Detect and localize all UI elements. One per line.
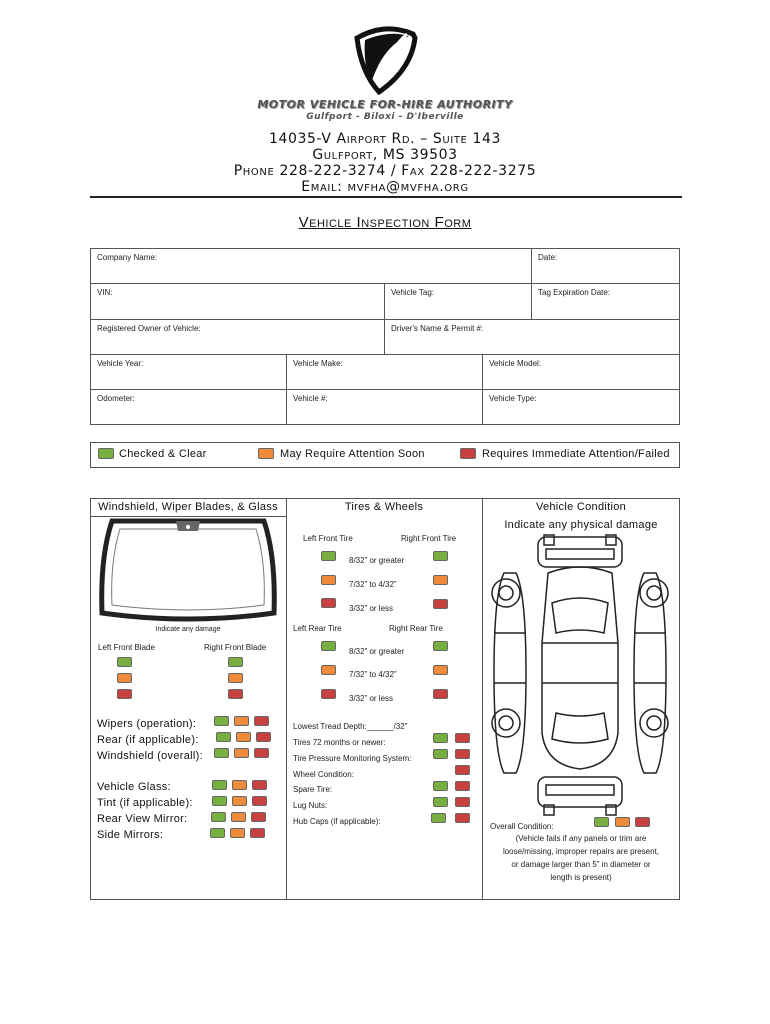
right-blade-green-checkbox[interactable] [228,657,243,667]
tread-label: 3/32” or less [349,604,394,613]
spare-red-checkbox[interactable] [455,781,470,791]
windshield-orange-checkbox[interactable] [234,748,249,758]
side-mirrors-red-checkbox[interactable] [250,828,265,838]
left-blade-orange-checkbox[interactable] [117,673,132,683]
lr-tread-orange-checkbox[interactable] [321,665,336,675]
right-blade-orange-checkbox[interactable] [228,673,243,683]
field-label: Date: [538,253,558,262]
tpms-green-checkbox[interactable] [433,749,448,759]
rf-tread-green-checkbox[interactable] [433,551,448,561]
vin-field[interactable] [90,283,385,320]
side-mirrors-orange-checkbox[interactable] [230,828,245,838]
rf-tread-red-checkbox[interactable] [433,599,448,609]
mirror-red-checkbox[interactable] [251,812,266,822]
lug-nuts-label: Lug Nuts: [293,801,328,810]
wipers-label: Wipers (operation): [97,718,197,730]
company-name-field[interactable] [90,248,532,284]
rear-red-checkbox[interactable] [256,732,271,742]
field-label: Driver's Name & Permit #: [391,324,484,333]
tire-age-label: Tires 72 months or newer: [293,738,386,747]
windshield-green-checkbox[interactable] [214,748,229,758]
wipers-orange-checkbox[interactable] [234,716,249,726]
condition-subheading: Indicate any physical damage [504,519,658,531]
windshield-heading: Windshield, Wiper Blades, & Glass [98,501,278,513]
wipers-red-checkbox[interactable] [254,716,269,726]
vehicle-make-field[interactable] [286,354,483,390]
odometer-field[interactable] [90,389,287,425]
rear-wiper-label: Rear (if applicable): [97,734,199,746]
condition-note-4: length is present) [550,873,612,882]
spare-green-checkbox[interactable] [433,781,448,791]
side-mirrors-label: Side Mirrors: [97,829,164,841]
tires-heading: Tires & Wheels [344,501,424,513]
condition-note-1: (Vehicle fails if any panels or trim are [515,834,647,843]
driver-permit-field[interactable] [384,319,680,355]
rear-orange-checkbox[interactable] [236,732,251,742]
field-label: Vehicle Tag: [391,288,434,297]
status-legend [90,442,680,468]
tread-label: 3/32” or less [349,694,394,703]
tint-green-checkbox[interactable] [212,796,227,806]
phone-fax: Phone 228-222-3274 / Fax 228-222-3275 [233,163,537,179]
rr-tread-orange-checkbox[interactable] [433,665,448,675]
rr-tread-red-checkbox[interactable] [433,689,448,699]
overall-green-checkbox[interactable] [594,817,609,827]
vehicle-glass-label: Vehicle Glass: [97,781,171,793]
address-line-1: 14035-V Airport Rd. – Suite 143 [268,131,502,147]
tire-age-green-checkbox[interactable] [433,733,448,743]
left-rear-tire-label: Left Rear Tire [293,624,342,633]
legend-green-label: Checked & Clear [119,448,207,460]
glass-orange-checkbox[interactable] [232,780,247,790]
left-blade-red-checkbox[interactable] [117,689,132,699]
windshield-overall-label: Windshield (overall): [97,750,203,762]
lf-tread-green-checkbox[interactable] [321,551,336,561]
damage-caption: Indicate any damage [155,626,221,633]
rf-tread-orange-checkbox[interactable] [433,575,448,585]
wheel-red-checkbox[interactable] [455,765,470,775]
condition-note-3: or damage larger than 5” in diameter or [511,860,651,869]
legend-green-swatch [98,448,114,459]
right-blade-red-checkbox[interactable] [228,689,243,699]
tread-label: 7/32” to 4/32” [349,670,397,679]
lug-nuts-red-checkbox[interactable] [455,797,470,807]
field-label: Vehicle Model: [489,359,542,368]
date-field[interactable] [531,248,680,284]
field-label: Vehicle Type: [489,394,537,403]
legend-orange-label: May Require Attention Soon [280,448,425,460]
left-blade-green-checkbox[interactable] [117,657,132,667]
vehicle-type-field[interactable] [482,389,680,425]
field-label: Registered Owner of Vehicle: [97,324,201,333]
windshield-red-checkbox[interactable] [254,748,269,758]
tint-orange-checkbox[interactable] [232,796,247,806]
form-title: Vehicle Inspection Form [298,214,472,231]
overall-condition-label: Overall Condition: [490,822,554,831]
lf-tread-orange-checkbox[interactable] [321,575,336,585]
field-label: Vehicle Make: [293,359,343,368]
tpms-label: Tire Pressure Monitoring System: [293,754,412,763]
address-line-2: Gulfport, MS 39503 [312,147,458,163]
hub-caps-green-checkbox[interactable] [431,813,446,823]
lowest-tread-label: Lowest Tread Depth:______/32” [293,722,408,731]
tread-label: 8/32” or greater [349,556,405,565]
lug-nuts-green-checkbox[interactable] [433,797,448,807]
tint-label: Tint (if applicable): [97,797,193,809]
lf-tread-red-checkbox[interactable] [321,598,336,608]
overall-orange-checkbox[interactable] [615,817,630,827]
legend-orange-swatch [258,448,274,459]
agency-name: MOTOR VEHICLE FOR-HIRE AUTHORITY [257,98,513,111]
field-label: Vehicle Year: [97,359,144,368]
tint-red-checkbox[interactable] [252,796,267,806]
condition-note-2: loose/missing, improper repairs are present, [502,847,660,856]
vehicle-year-field[interactable] [90,354,287,390]
left-blade-label: Left Front Blade [98,643,155,652]
vehicle-damage-diagram[interactable] [486,533,674,817]
tag-expiration-field[interactable] [531,283,680,320]
legend-red-swatch [460,448,476,459]
tread-label: 8/32” or greater [349,647,405,656]
legend-red-label: Requires Immediate Attention/Failed [482,448,670,460]
rr-tread-green-checkbox[interactable] [433,641,448,651]
field-label: Company Name: [97,253,158,262]
email: Email: mvfha@mvfha.org [301,179,469,195]
wipers-green-checkbox[interactable] [214,716,229,726]
tire-age-red-checkbox[interactable] [455,733,470,743]
right-front-tire-label: Right Front Tire [401,534,457,543]
column-divider [286,498,287,900]
right-rear-tire-label: Right Rear Tire [389,624,443,633]
left-front-tire-label: Left Front Tire [303,534,353,543]
tread-label: 7/32” to 4/32” [349,580,397,589]
agency-logo [349,24,421,96]
hub-caps-red-checkbox[interactable] [455,813,470,823]
rear-green-checkbox[interactable] [216,732,231,742]
spare-tire-label: Spare Tire: [293,785,333,794]
windshield-diagram[interactable] [98,517,278,623]
field-label: VIN: [97,288,113,297]
registered-owner-field[interactable] [90,319,385,355]
right-blade-label: Right Front Blade [204,643,267,652]
wheel-condition-label: Wheel Condition: [293,770,354,779]
rear-view-mirror-label: Rear View Mirror: [97,813,188,825]
agency-cities: Gulfport - Biloxi - D'Iberville [306,112,464,122]
side-mirrors-green-checkbox[interactable] [210,828,225,838]
lr-tread-red-checkbox[interactable] [321,689,336,699]
vehicle-model-field[interactable] [482,354,680,390]
header-divider [90,196,682,198]
vehicle-number-field[interactable] [286,389,483,425]
mirror-green-checkbox[interactable] [211,812,226,822]
overall-red-checkbox[interactable] [635,817,650,827]
field-label: Odometer: [97,394,135,403]
mirror-orange-checkbox[interactable] [231,812,246,822]
field-label: Vehicle #: [293,394,328,403]
lr-tread-green-checkbox[interactable] [321,641,336,651]
vehicle-tag-field[interactable] [384,283,532,320]
field-label: Tag Expiration Date: [538,288,611,297]
glass-green-checkbox[interactable] [212,780,227,790]
hub-caps-label: Hub Caps (if applicable): [293,817,381,826]
glass-red-checkbox[interactable] [252,780,267,790]
condition-heading: Vehicle Condition [535,501,627,513]
tpms-red-checkbox[interactable] [455,749,470,759]
